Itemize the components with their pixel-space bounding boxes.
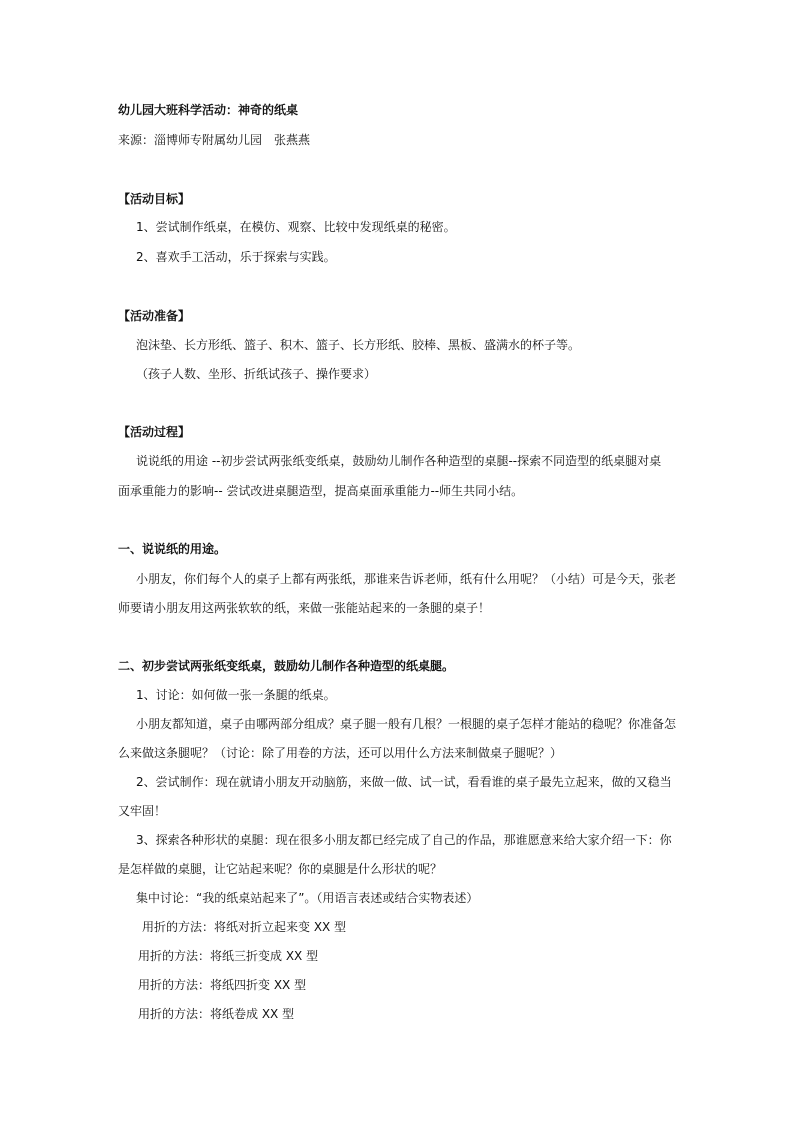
part1-paragraph: 小朋友，你们每个人的桌子上都有两张纸，那谁来告诉老师，纸有什么用呢？（小结）可是今天，张老 [136, 572, 677, 586]
goal-item: 1、尝试制作纸桌，在模仿、观察、比较中发现纸桌的秘密。 [136, 220, 456, 234]
preparation-materials: 泡沫垫、长方形纸、篮子、积木、篮子、长方形纸、胶棒、黑板、盛满水的杯子等。 [136, 338, 581, 352]
step-discussion: 1、讨论：如何做一张一条腿的纸桌。 [136, 688, 336, 702]
method-item: 用折的方法：将纸三折变成 XX 型 [138, 949, 319, 963]
part1-paragraph: 师要请小朋友用这两张软软的纸，来做一张能站起来的一条腿的桌子！ [118, 601, 491, 615]
process-summary: 面承重能力的影响-- 尝试改进桌腿造型，提高桌面承重能力--师生共同小结。 [118, 484, 524, 498]
process-heading: 【活动过程】 [118, 425, 191, 439]
step-explore: 是怎样做的桌腿，让它站起来呢？你的桌腿是什么形状的呢？ [118, 862, 443, 876]
goals-heading: 【活动目标】 [118, 192, 191, 206]
method-item: 用折的方法：将纸对折立起来变 XX 型 [142, 920, 347, 934]
step-discussion-text: 小朋友都知道，桌子由哪两部分组成？桌子腿一般有几根？一根腿的桌子怎样才能站的稳呢？你准备怎 [136, 717, 677, 731]
preparation-notes: （孩子人数、坐形、折纸试孩子、操作要求） [136, 367, 377, 381]
document-title: 幼儿园大班科学活动：神奇的纸桌 [118, 103, 299, 117]
step-explore: 3、探索各种形状的桌腿：现在很多小朋友都已经完成了自己的作品，那谁愿意来给大家介绍一下：你 [136, 833, 672, 847]
part1-heading: 一、说说纸的用途。 [118, 542, 227, 556]
step-make: 又牢固！ [118, 804, 167, 818]
step-make: 2、尝试制作：现在就请小朋友开动脑筋，来做一做、试一试，看看谁的桌子最先立起来，做的又稳当 [136, 775, 672, 789]
method-item: 用折的方法：将纸卷成 XX 型 [138, 1007, 295, 1021]
source-line: 来源：淄博师专附属幼儿园 张燕燕 [118, 133, 311, 147]
step-discussion-text: 么来做这条腿呢？（讨论：除了用卷的方法，还可以用什么方法来制做桌子腿呢？） [118, 746, 563, 760]
goal-item: 2、喜欢手工活动，乐于探索与实践。 [136, 250, 336, 264]
method-item: 用折的方法：将纸四折变 XX 型 [138, 978, 307, 992]
preparation-heading: 【活动准备】 [118, 309, 191, 323]
process-summary: 说说纸的用途 --初步尝试两张纸变纸桌，鼓励幼儿制作各种造型的桌腿--探索不同造型的纸桌腿对桌 [136, 454, 662, 468]
part2-heading: 二、初步尝试两张纸变纸桌，鼓励幼儿制作各种造型的纸桌腿。 [118, 659, 455, 673]
group-discussion: 集中讨论：“我的纸桌站起来了”。（用语言表述或结合实物表述） [136, 891, 479, 905]
